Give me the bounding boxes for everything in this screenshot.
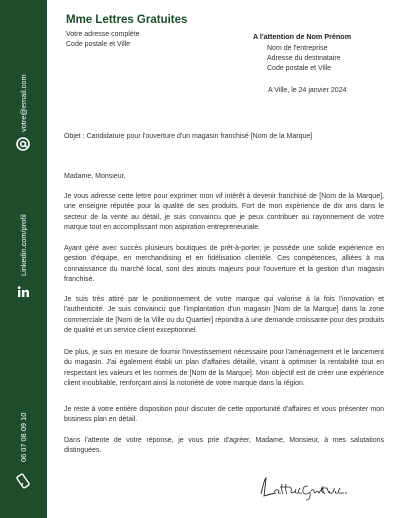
paragraph-3: Je suis très attiré par le positionnement de votre marque qui valorise à la fois l'innovation et l'authenticité. Je suis convaincu que l'implantation d'un magasin [Nom de la Marque] dans la zone commerciale de [Nom de la Ville ou du Quartier] répondra à une demande croissante pour des produits de qualité et un service client exceptionnel. (64, 296, 384, 335)
sender-name: Mme Lettres Gratuites (66, 14, 188, 26)
recipient-company: Nom de l'entreprise (267, 45, 328, 52)
contact-phone[interactable]: 06 07 08 09 10 (19, 412, 28, 462)
linkedin-icon (15, 284, 31, 300)
recipient-attention: A l'attention de Nom Prénom (253, 32, 352, 41)
recipient-city: Code postale et Ville (267, 65, 332, 72)
contact-sidebar (0, 0, 47, 518)
paragraph-6: Dans l'attente de votre réponse, je vous prie d'agréer, Madame, Monsieur, à mes salutations distinguées. (64, 437, 384, 455)
paragraph-1: Je vous adresse cette lettre pour exprimer mon vif intérêt à devenir franchisé de [Nom de la Marque], une enseigne réputée pour la qualité de ses produits. Fort de mon expérience de dix ans dans le secteur de la vente au détail, je suis convaincu que je peux contribuer au rayonnement de votre marque tout en accomplissant mon aspiration entrepreneuriale. (64, 193, 384, 232)
paragraph-4: De plus, je suis en mesure de fournir l'investissement nécessaire pour l'aménagement et le lancement du magasin. J'ai également établi un plan d'affaires détaillé, visant à optimiser la rentabilité tout en respectant les valeurs et les normes de [Nom de la Marque]. Mon objectif est de créer une expérience client inoubliable, renforçant ainsi la notoriété de votre marque dans la région. (64, 349, 384, 388)
sender-address: Votre adresse complète (66, 31, 140, 38)
letter-object: Objet : Candidature pour l'ouverture d'un magasin franchisé [Nom de la Marque] (64, 133, 313, 140)
handwritten-signature (256, 472, 356, 502)
paragraph-2: Ayant géré avec succès plusieurs boutiques de prêt-à-porter, je possède une solide expérience en gestion d'équipe, en merchandising et en fidélisation clientèle. Ces compétences, alliées à ma connaissance du marché local, sont des atouts majeurs pour l'ouverture et la gestion d'un magasin franchisé. (64, 245, 384, 284)
at-icon (15, 136, 31, 152)
phone-icon (15, 473, 31, 489)
salutation: Madame, Monsieur, (64, 173, 126, 180)
letter-date: A Ville, le 24 janvier 2024 (268, 87, 347, 94)
contact-linkedin[interactable]: Linkedin.com/profil (19, 214, 28, 276)
recipient-address: Adresse du destinataire (267, 55, 341, 62)
contact-email[interactable]: votre@email.com (19, 74, 28, 132)
paragraph-5: Je reste à votre entière disposition pour discuter de cette opportunité d'affaires et vous présenter mon business plan en détail. (64, 406, 384, 424)
sender-city: Code postale et Ville (66, 41, 131, 48)
